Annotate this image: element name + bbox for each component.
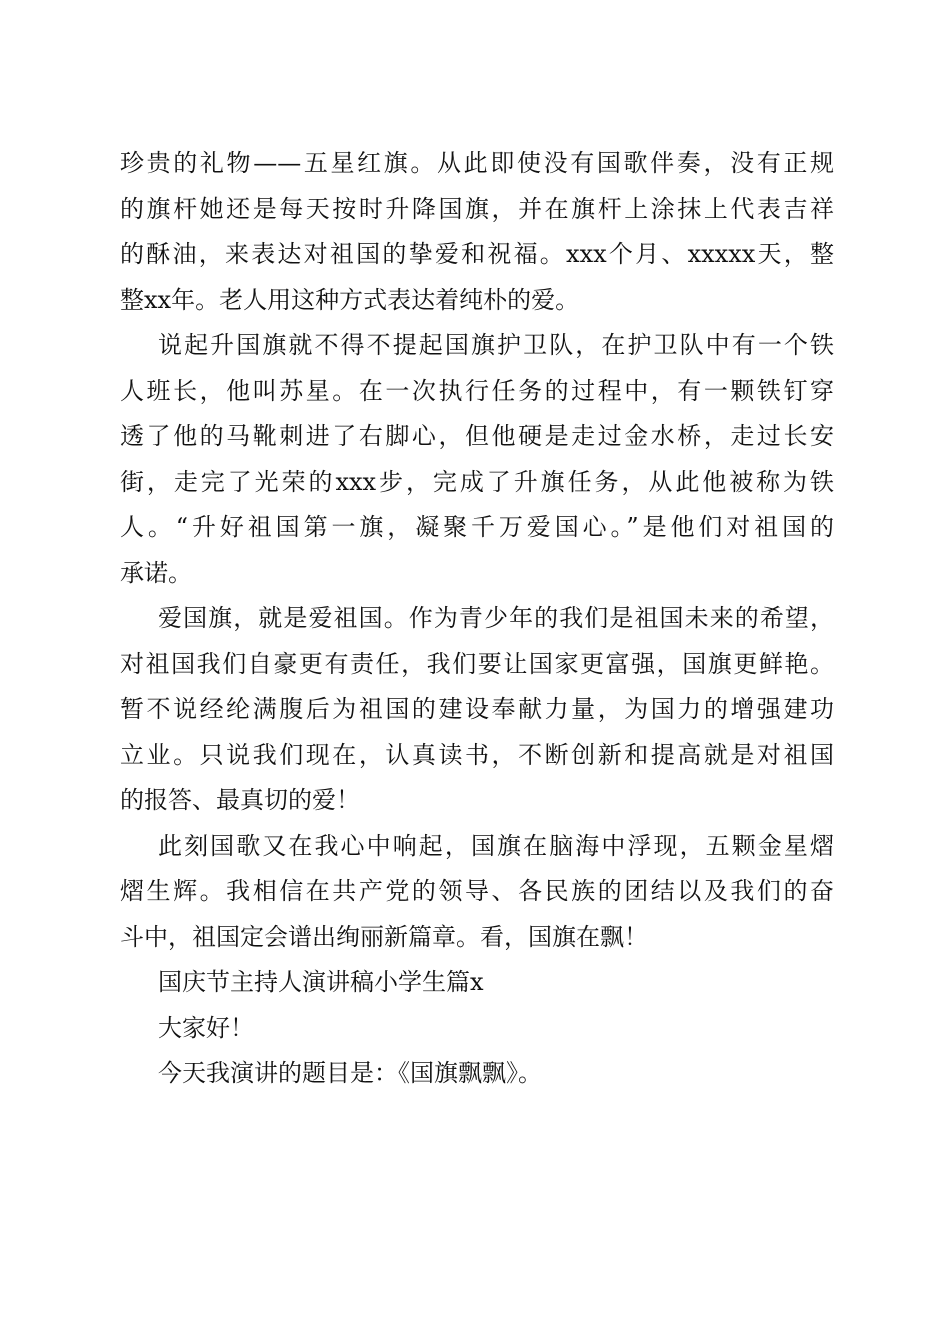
speech-title-line: 今天我演讲的题目是：《国旗飘飘》。	[158, 1059, 542, 1087]
text-line: 的报答、最真切的爱！	[120, 786, 360, 814]
paragraph-first-line: 说起升国旗就不得不提起国旗护卫队，在护卫队中有一个铁	[158, 331, 834, 359]
text-line: 整xx年。老人用这种方式表达着纯朴的爱。	[120, 285, 580, 314]
text-line: 透了他的马靴刺进了右脚心，但他硬是走过金水桥，走过长安	[120, 422, 834, 450]
document-body	[120, 141, 834, 1097]
text-line: 承诺。	[120, 558, 192, 587]
section-heading: 国庆节主持人演讲稿小学生篇x	[158, 968, 484, 996]
text-line: 的旗杆她还是每天按时升降国旗，并在旗杆上涂抹上代表吉祥	[120, 194, 834, 223]
text-line: 对祖国我们自豪更有责任，我们要让国家更富强，国旗更鲜艳。	[120, 649, 834, 678]
paragraph-first-line: 爱国旗，就是爱祖国。作为青少年的我们是祖国未来的希望，	[158, 604, 834, 632]
text-line: 暂不说经纶满腹后为祖国的建设奉献力量，为国力的增强建功	[120, 695, 834, 723]
text-line: 熠生辉。我相信在共产党的领导、各民族的团结以及我们的奋	[120, 877, 834, 905]
greeting-line: 大家好！	[158, 1013, 254, 1042]
text-line: 人班长，他叫苏星。在一次执行任务的过程中，有一颗铁钉穿	[120, 376, 834, 405]
text-line: 立业。只说我们现在，认真读书，不断创新和提高就是对祖国	[120, 740, 834, 769]
paragraph-first-line: 此刻国歌又在我心中响起，国旗在脑海中浮现，五颗金星熠	[158, 831, 834, 860]
text-line: 斗中，祖国定会谱出绚丽新篇章。看，国旗在飘！	[120, 922, 648, 951]
text-line: 街，走完了光荣的xxx步，完成了升旗任务，从此他被称为铁	[120, 467, 834, 496]
text-line: 的酥油，来表达对祖国的挚爱和祝福。xxx个月、xxxxx天，整	[120, 240, 834, 268]
text-line: 珍贵的礼物——五星红旗。从此即使没有国歌伴奏，没有正规	[120, 149, 834, 177]
text-line: 人。“升好祖国第一旗，凝聚千万爱国心。”是他们对祖国的	[120, 513, 834, 541]
